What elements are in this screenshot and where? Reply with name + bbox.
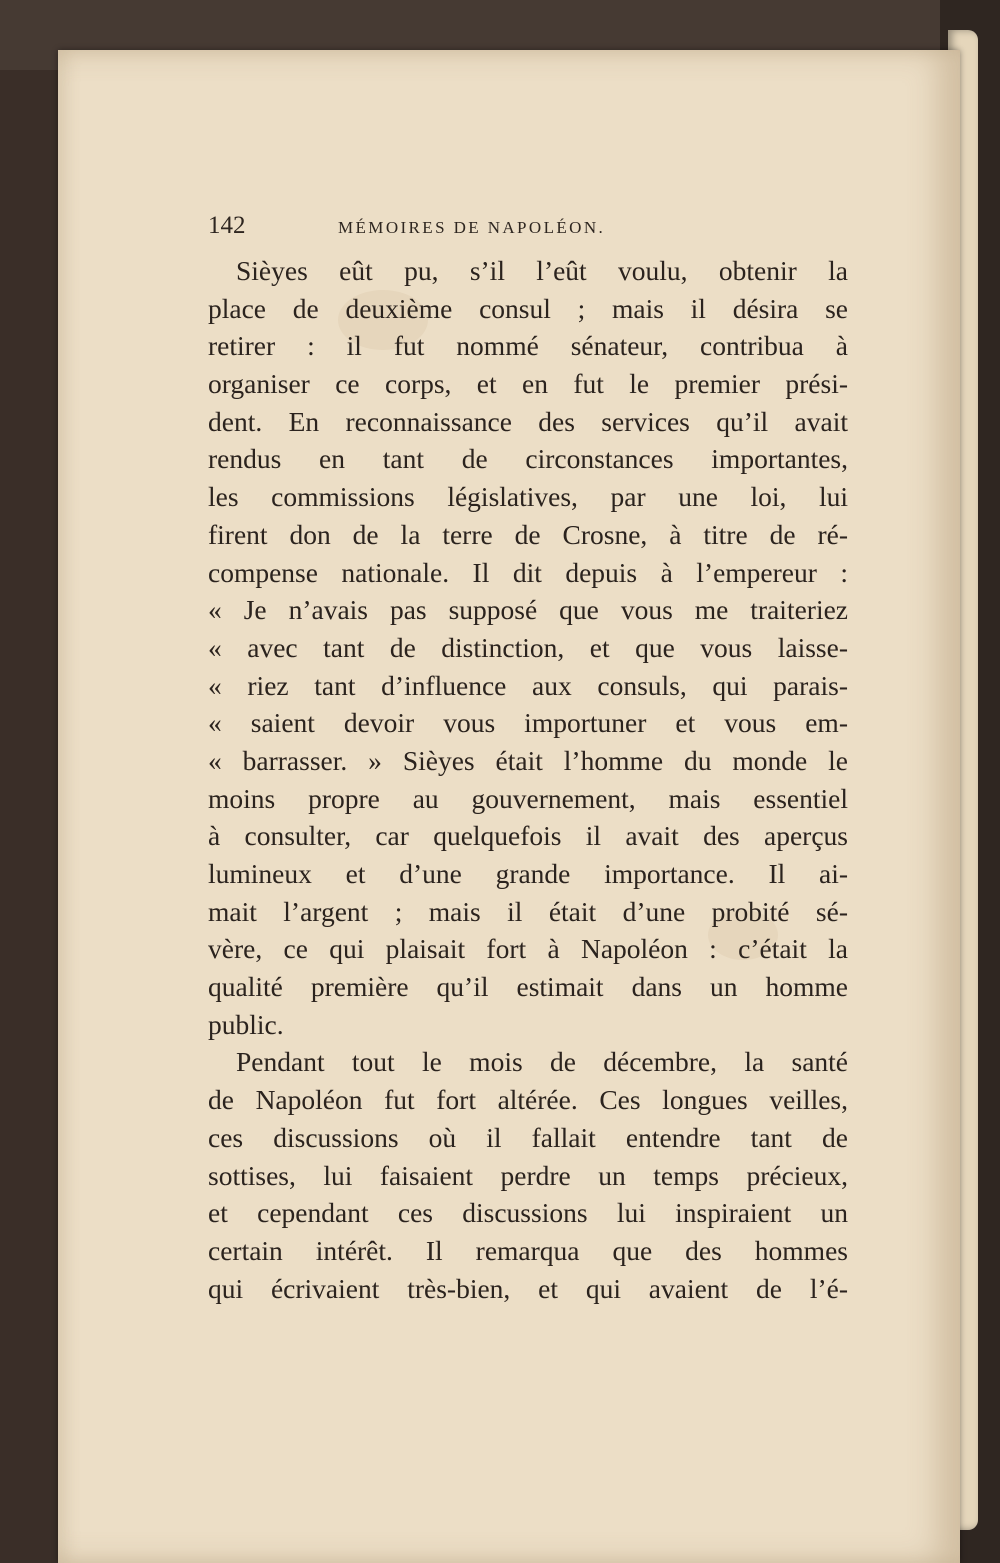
text-line: public. [208, 1008, 284, 1040]
running-title: MÉMOIRES DE NAPOLÉON. [338, 218, 606, 237]
text-line: Sièyes eût pu, s’il l’eût voulu, obtenir la [236, 255, 848, 286]
text-line: qualité première qu’il estimait dans un homme [208, 971, 848, 1003]
text-line: organiser ce corps, et en fut le premier prési- [208, 368, 848, 400]
text-line: sottises, lui faisaient perdre un temps précieux, [208, 1159, 848, 1191]
text-line: les commissions législatives, par une loi, lui [208, 481, 848, 513]
text-line: retirer : il fut nommé sénateur, contribua à [208, 330, 848, 362]
paragraph-2 [208, 1043, 848, 1307]
text-line: certain intérêt. Il remarqua que des hommes [208, 1234, 848, 1266]
page-number: 142 [208, 212, 246, 239]
text-line: vère, ce qui plaisait fort à Napoléon : c’était la [208, 933, 848, 965]
text-line: « avec tant de distinction, et que vous laisse- [208, 631, 848, 663]
paragraph-1 [208, 252, 848, 1043]
text-line: ces discussions où il fallait entendre tant de [208, 1121, 848, 1153]
text-line: « saient devoir vous importuner et vous em- [208, 707, 848, 739]
text-line: « barrasser. » Sièyes était l’homme du monde le [208, 744, 848, 776]
text-line: dent. En reconnaissance des services qu’il avait [208, 405, 848, 437]
text-line: lumineux et d’une grande importance. Il ai- [208, 858, 848, 889]
text-line: compense nationale. Il dit depuis à l’empereur : [208, 556, 848, 588]
text-line: qui écrivaient très-bien, et qui avaient de l’é- [208, 1272, 848, 1304]
body-text [208, 252, 848, 1307]
text-line: à consulter, car quelquefois il avait des aperçus [208, 820, 848, 852]
text-line: rendus en tant de circonstances importantes, [208, 443, 848, 475]
text-line: firent don de la terre de Crosne, à titre de ré- [208, 518, 848, 550]
text-line: place de deuxième consul ; mais il désira se [208, 292, 848, 324]
text-line: mait l’argent ; mais il était d’une probité sé- [208, 895, 848, 927]
text-line: « Je n’avais pas supposé que vous me traiteriez [208, 594, 848, 626]
text-line: Pendant tout le mois de décembre, la santé [236, 1046, 848, 1078]
text-line: de Napoléon fut fort altérée. Ces longues veilles, [208, 1084, 848, 1116]
text-line: moins propre au gouvernement, mais essentiel [208, 782, 848, 814]
text-line: « riez tant d’influence aux consuls, qui parais- [208, 669, 848, 701]
text-line: et cependant ces discussions lui inspiraient un [208, 1197, 848, 1229]
page-header [208, 210, 728, 250]
